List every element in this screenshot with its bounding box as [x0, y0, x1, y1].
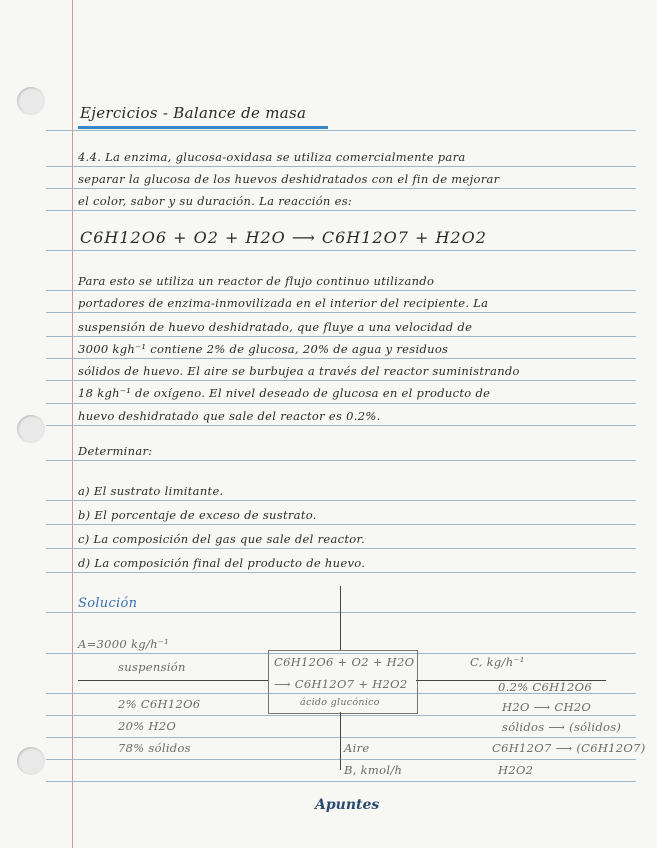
body-line: Para esto se utiliza un reactor de flujo continuo utilizando: [78, 274, 435, 288]
ruled-line: [46, 715, 636, 716]
ruled-line: [46, 572, 636, 573]
ruled-line: [46, 250, 636, 251]
air-in-arrow: [340, 712, 341, 770]
page-title: Ejercicios - Balance de masa: [80, 104, 307, 122]
feed-comp: 78% sólidos: [118, 741, 191, 755]
margin-line: [72, 0, 73, 848]
feed-flow: A=3000 kg/h⁻¹: [78, 637, 170, 651]
ruled-line: [46, 130, 636, 131]
reactor-reaction: ⟶ C6H12O7 + H2O2: [274, 677, 408, 691]
ruled-line: [46, 380, 636, 381]
ruled-line: [46, 500, 636, 501]
problem-line: el color, sabor y su duración. La reacción es:: [78, 194, 353, 208]
feed-comp: 2% C6H12O6: [118, 697, 201, 711]
title-underline: [78, 126, 328, 129]
ruled-line: [46, 425, 636, 426]
body-line: huevo deshidratado que sale del reactor es 0.2%.: [78, 409, 381, 423]
out-comp: C6H12O7 ⟶ (C6H12O7): [492, 741, 646, 755]
ruled-line: [46, 312, 636, 313]
body-line: portadores de enzima-inmovilizada en el interior del recipiente. La: [78, 296, 489, 310]
punch-hole: [17, 747, 45, 775]
ruled-line: [46, 548, 636, 549]
question-item: b) El porcentaje de exceso de sustrato.: [78, 508, 317, 522]
punch-hole: [17, 87, 45, 115]
out-comp: H2O ⟶ CH2O: [502, 700, 592, 714]
ruled-line: [46, 358, 636, 359]
body-line: 18 kgh⁻¹ de oxígeno. El nivel deseado de glucosa en el producto de: [78, 386, 491, 400]
out-comp: 0.2% C6H12O6: [498, 680, 592, 694]
air-flow: B, kmol/h: [344, 763, 403, 777]
solution-label: Solución: [78, 596, 138, 611]
ruled-line: [46, 737, 636, 738]
ruled-line: [46, 290, 636, 291]
question-item: d) La composición final del producto de huevo.: [78, 556, 366, 570]
ruled-line: [46, 188, 636, 189]
ruled-line: [46, 612, 636, 613]
ruled-line: [46, 210, 636, 211]
out-comp: sólidos ⟶ (sólidos): [502, 720, 622, 734]
body-line: sólidos de huevo. El aire se burbujea a través del reactor suministrando: [78, 364, 520, 378]
ruled-line: [46, 781, 636, 782]
body-line: 3000 kgh⁻¹ contiene 2% de glucosa, 20% de agua y residuos: [78, 342, 449, 356]
ruled-line: [46, 759, 636, 760]
question-item: a) El sustrato limitante.: [78, 484, 224, 498]
reactor-note: ácido glucónico: [300, 697, 380, 708]
out-comp: H2O2: [498, 763, 534, 777]
ruled-line: [46, 403, 636, 404]
ruled-line: [46, 460, 636, 461]
reactor-reaction: C6H12O6 + O2 + H2O: [274, 655, 415, 669]
body-line: suspensión de huevo deshidratado, que fluye a una velocidad de: [78, 320, 473, 334]
air-label: Aire: [344, 741, 370, 755]
determine-label: Determinar:: [78, 444, 153, 458]
feed-comp: 20% H2O: [118, 719, 177, 733]
question-item: c) La composición del gas que sale del reactor.: [78, 532, 366, 546]
ruled-line: [46, 524, 636, 525]
scanner-logo: Apuntes: [315, 797, 380, 813]
ruled-line: [46, 166, 636, 167]
reaction-equation: C6H12O6 + O2 + H2O ⟶ C6H12O7 + H2O2: [80, 228, 487, 247]
problem-line: separar la glucosa de los huevos deshidratados con el fin de mejorar: [78, 172, 500, 186]
feed-arrow: [78, 680, 268, 681]
punch-hole: [17, 415, 45, 443]
gas-out-arrow: [340, 586, 341, 650]
feed-name: suspensión: [118, 660, 186, 674]
out-flow: C, kg/h⁻¹: [470, 655, 525, 669]
ruled-line: [46, 336, 636, 337]
problem-line: 4.4. La enzima, glucosa-oxidasa se utiliza comercialmente para: [78, 150, 466, 164]
